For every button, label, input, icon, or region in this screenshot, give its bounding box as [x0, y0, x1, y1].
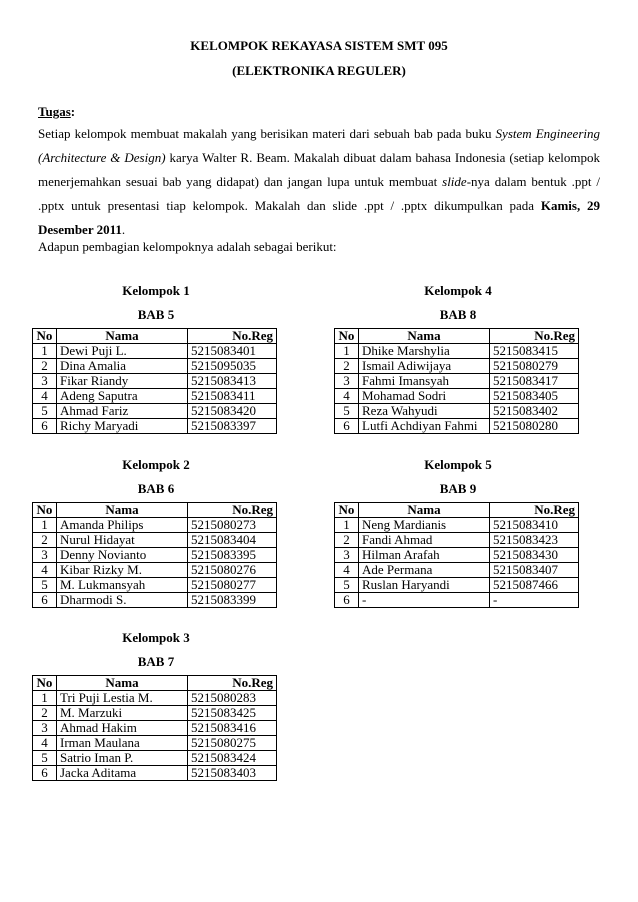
- member-table: [32, 675, 277, 781]
- table-row: [33, 359, 277, 374]
- header-reg: No.Reg: [490, 329, 579, 344]
- table-row: [335, 404, 579, 419]
- table-row: [33, 721, 277, 736]
- group-name: Kelompok 3: [122, 630, 190, 645]
- member-reg: 5215087466: [490, 578, 579, 593]
- member-name: Tri Puji Lestia M.: [57, 691, 188, 706]
- document-title: KELOMPOK REKAYASA SISTEM SMT 095: [190, 38, 448, 53]
- member-reg: 5215080277: [188, 578, 277, 593]
- member-no: 5: [33, 578, 57, 593]
- member-name: Hilman Arafah: [359, 548, 490, 563]
- member-reg: 5215095035: [188, 359, 277, 374]
- member-name: Richy Maryadi: [57, 419, 188, 434]
- member-name: Ismail Adiwijaya: [359, 359, 490, 374]
- paragraph-line-4: [38, 194, 600, 218]
- member-name: Ruslan Haryandi: [359, 578, 490, 593]
- table-row: [33, 344, 277, 359]
- table-row: [335, 518, 579, 533]
- member-name: Adeng Saputra: [57, 389, 188, 404]
- header-no: No: [33, 676, 57, 691]
- member-no: 6: [33, 419, 57, 434]
- member-no: 5: [33, 751, 57, 766]
- table-row: [33, 751, 277, 766]
- member-no: 5: [335, 404, 359, 419]
- member-reg: 5215083430: [490, 548, 579, 563]
- member-reg: 5215083420: [188, 404, 277, 419]
- table-row: [335, 344, 579, 359]
- header-reg: No.Reg: [188, 329, 277, 344]
- member-reg: 5215083425: [188, 706, 277, 721]
- table-row: [335, 389, 579, 404]
- member-name: Ahmad Hakim: [57, 721, 188, 736]
- header-reg: No.Reg: [188, 676, 277, 691]
- member-name: Fahmi Imansyah: [359, 374, 490, 389]
- member-name: Dewi Puji L.: [57, 344, 188, 359]
- paragraph-text: .: [121, 222, 126, 237]
- member-no: 1: [33, 344, 57, 359]
- member-reg: 5215083395: [188, 548, 277, 563]
- table-row: [33, 563, 277, 578]
- header-no: No: [33, 503, 57, 518]
- member-name: Ahmad Fariz: [57, 404, 188, 419]
- table-header-row: [335, 329, 579, 344]
- table-row: [335, 374, 579, 389]
- task-paragraph: [38, 122, 600, 242]
- member-no: 4: [335, 563, 359, 578]
- task-heading-text: Tugas: [38, 104, 71, 119]
- header-no: No: [335, 329, 359, 344]
- table-row: [33, 518, 277, 533]
- member-reg: 5215083401: [188, 344, 277, 359]
- table-row: [335, 593, 579, 608]
- member-reg: 5215080279: [490, 359, 579, 374]
- member-reg: -: [490, 593, 579, 608]
- member-reg: 5215083399: [188, 593, 277, 608]
- member-name: Nurul Hidayat: [57, 533, 188, 548]
- member-no: 2: [33, 706, 57, 721]
- table-row: [33, 533, 277, 548]
- group-name: Kelompok 4: [424, 283, 492, 298]
- table-row: [33, 578, 277, 593]
- member-name: Dharmodi S.: [57, 593, 188, 608]
- member-reg: 5215083417: [490, 374, 579, 389]
- document-subtitle: (ELEKTRONIKA REGULER): [232, 63, 406, 78]
- member-no: 3: [335, 374, 359, 389]
- member-reg: 5215080283: [188, 691, 277, 706]
- member-reg: 5215080276: [188, 563, 277, 578]
- member-reg: 5215080275: [188, 736, 277, 751]
- header-reg: No.Reg: [188, 503, 277, 518]
- member-reg: 5215083403: [188, 766, 277, 781]
- table-row: [335, 548, 579, 563]
- header-no: No: [33, 329, 57, 344]
- member-no: 4: [33, 389, 57, 404]
- member-reg: 5215083424: [188, 751, 277, 766]
- paragraph-line-2: [38, 146, 600, 170]
- member-name: Neng Mardianis: [359, 518, 490, 533]
- table-row: [33, 593, 277, 608]
- member-no: 6: [335, 593, 359, 608]
- member-reg: 5215083405: [490, 389, 579, 404]
- table-row: [335, 359, 579, 374]
- header-name: Nama: [57, 503, 188, 518]
- member-no: 1: [33, 691, 57, 706]
- member-no: 2: [335, 359, 359, 374]
- header-name: Nama: [57, 676, 188, 691]
- member-no: 5: [33, 404, 57, 419]
- table-header-row: [33, 503, 277, 518]
- member-name: Satrio Iman P.: [57, 751, 188, 766]
- group-name: Kelompok 5: [424, 457, 492, 472]
- member-no: 5: [335, 578, 359, 593]
- member-name: Ade Permana: [359, 563, 490, 578]
- paragraph-line-1: [38, 122, 600, 146]
- table-row: [33, 389, 277, 404]
- member-table: [334, 328, 579, 434]
- member-no: 3: [33, 374, 57, 389]
- table-row: [33, 706, 277, 721]
- member-table: [32, 502, 277, 608]
- paragraph-text: karya Walter R. Beam. Makalah dibuat dalam bahasa Indonesia (setiap kelompok: [165, 150, 601, 165]
- member-reg: 5215083413: [188, 374, 277, 389]
- group-chapter: BAB 7: [137, 654, 175, 669]
- member-name: Jacka Aditama: [57, 766, 188, 781]
- member-no: 6: [335, 419, 359, 434]
- member-name: -: [359, 593, 490, 608]
- paragraph-text: Setiap kelompok membuat makalah yang berisikan materi dari sebuah bab pada buku: [38, 126, 496, 141]
- member-reg: 5215080280: [490, 419, 579, 434]
- group-chapter: BAB 9: [439, 481, 477, 496]
- member-name: Kibar Rizky M.: [57, 563, 188, 578]
- table-row: [335, 419, 579, 434]
- header-name: Nama: [359, 329, 490, 344]
- intro-text: Adapun pembagian kelompoknya adalah sebagai berikut:: [38, 239, 337, 254]
- book-title-italic: System Engineering: [495, 126, 600, 141]
- member-no: 1: [335, 518, 359, 533]
- member-reg: 5215083407: [490, 563, 579, 578]
- header-name: Nama: [57, 329, 188, 344]
- member-no: 1: [33, 518, 57, 533]
- member-no: 3: [33, 548, 57, 563]
- member-no: 2: [335, 533, 359, 548]
- table-row: [33, 548, 277, 563]
- member-reg: 5215083423: [490, 533, 579, 548]
- member-name: Fikar Riandy: [57, 374, 188, 389]
- deadline-bold: Desember 2011: [38, 222, 122, 237]
- header-no: No: [335, 503, 359, 518]
- member-name: Reza Wahyudi: [359, 404, 490, 419]
- task-heading-colon: :: [70, 104, 76, 119]
- member-name: Denny Novianto: [57, 548, 188, 563]
- table-row: [335, 563, 579, 578]
- group-name: Kelompok 1: [122, 283, 190, 298]
- member-name: Amanda Philips: [57, 518, 188, 533]
- member-no: 2: [33, 359, 57, 374]
- member-name: Mohamad Sodri: [359, 389, 490, 404]
- member-table: [32, 328, 277, 434]
- group-name: Kelompok 2: [122, 457, 190, 472]
- member-no: 4: [33, 736, 57, 751]
- task-heading: [38, 100, 600, 124]
- member-name: Lutfi Achdiyan Fahmi: [359, 419, 490, 434]
- paragraph-text: .pptx untuk presentasi tiap kelompok. Makalah dan slide .ppt / .pptx dikumpulkan pada: [38, 198, 541, 213]
- member-table: [334, 502, 579, 608]
- member-reg: 5215083416: [188, 721, 277, 736]
- member-reg: 5215083410: [490, 518, 579, 533]
- slide-italic: slide: [442, 174, 467, 189]
- member-name: M. Marzuki: [57, 706, 188, 721]
- member-name: Dina Amalia: [57, 359, 188, 374]
- group-chapter: BAB 6: [137, 481, 175, 496]
- table-header-row: [33, 676, 277, 691]
- book-subtitle-italic: (Architecture & Design): [38, 150, 166, 165]
- table-row: [335, 578, 579, 593]
- member-name: Dhike Marshylia: [359, 344, 490, 359]
- member-reg: 5215083402: [490, 404, 579, 419]
- table-header-row: [335, 503, 579, 518]
- table-row: [33, 404, 277, 419]
- member-name: Irman Maulana: [57, 736, 188, 751]
- member-no: 3: [335, 548, 359, 563]
- member-reg: 5215083411: [188, 389, 277, 404]
- member-no: 1: [335, 344, 359, 359]
- member-no: 4: [33, 563, 57, 578]
- table-row: [335, 533, 579, 548]
- header-name: Nama: [359, 503, 490, 518]
- table-row: [33, 374, 277, 389]
- member-reg: 5215083415: [490, 344, 579, 359]
- header-reg: No.Reg: [490, 503, 579, 518]
- table-row: [33, 691, 277, 706]
- member-no: 2: [33, 533, 57, 548]
- group-chapter: BAB 8: [439, 307, 477, 322]
- member-reg: 5215083397: [188, 419, 277, 434]
- member-no: 3: [33, 721, 57, 736]
- member-name: Fandi Ahmad: [359, 533, 490, 548]
- table-row: [33, 766, 277, 781]
- deadline-bold: Kamis, 29: [540, 198, 600, 213]
- member-reg: 5215080273: [188, 518, 277, 533]
- table-header-row: [33, 329, 277, 344]
- member-no: 6: [33, 766, 57, 781]
- table-row: [33, 419, 277, 434]
- paragraph-line-3: [38, 170, 600, 194]
- member-no: 6: [33, 593, 57, 608]
- member-reg: 5215083404: [188, 533, 277, 548]
- member-no: 4: [335, 389, 359, 404]
- group-chapter: BAB 5: [137, 307, 175, 322]
- member-name: M. Lukmansyah: [57, 578, 188, 593]
- paragraph-text: -nya dalam bentuk .ppt /: [466, 174, 600, 189]
- paragraph-text: menerjemahkan sesuai bab yang didapat) dan jangan lupa untuk membuat: [38, 174, 443, 189]
- table-row: [33, 736, 277, 751]
